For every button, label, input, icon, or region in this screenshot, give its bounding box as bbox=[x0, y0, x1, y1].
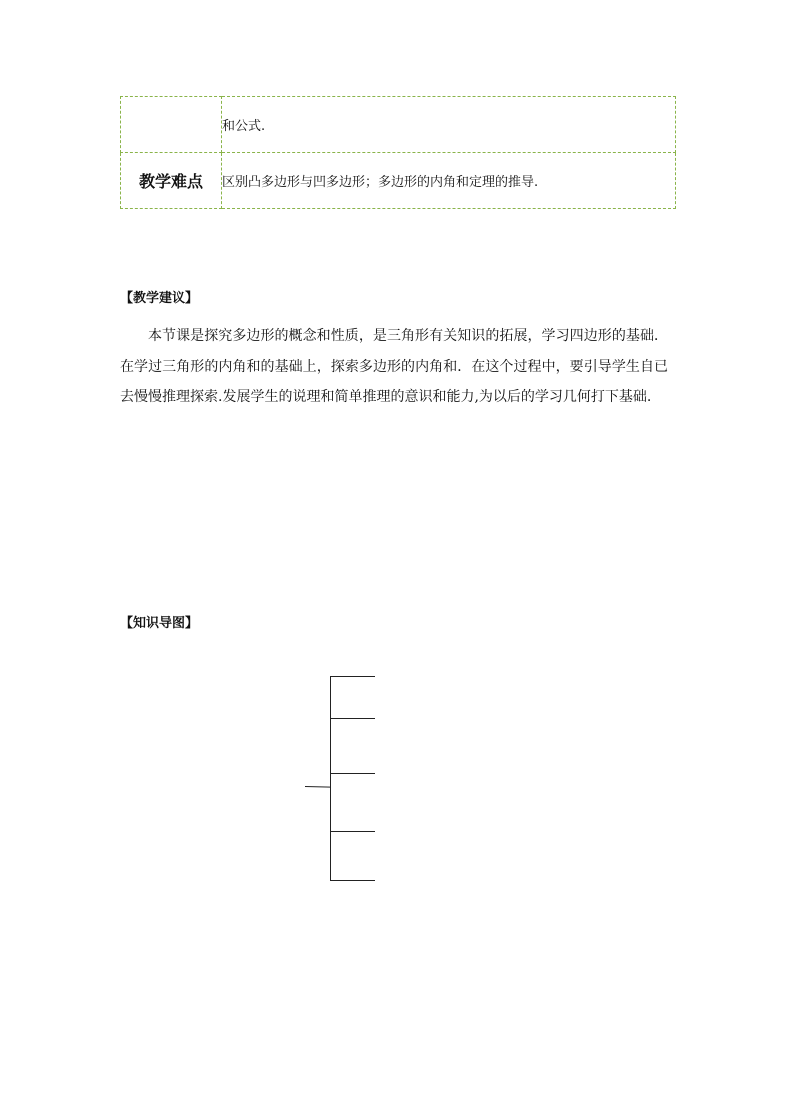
table-row bbox=[121, 153, 676, 209]
bracket-branch bbox=[330, 831, 375, 832]
row-label bbox=[121, 97, 222, 153]
objectives-table bbox=[120, 96, 676, 209]
bracket-branch bbox=[330, 718, 375, 719]
row-label-difficulty: 教学难点 bbox=[121, 153, 222, 209]
knowledge-map-heading: 【知识导图】 bbox=[120, 616, 199, 631]
row-content-difficulty: 区别凸多边形与凹多边形；多边形的内角和定理的推导. bbox=[222, 153, 676, 209]
teaching-suggestion-paragraph: 本节课是探究多边形的概念和性质，是三角形有关知识的拓展，学习四边形的基础．在学过三角形的内角和的基础上，探索多边形的内角和．在这个过程中，要引导学生自已去慢慢推理探索.发展学生的说理和简单推理的意识和能力,为以后的学习几何打下基础. bbox=[120, 328, 668, 405]
bracket-branch bbox=[330, 773, 375, 774]
bracket-vertical-line bbox=[330, 676, 331, 881]
bracket-branch bbox=[330, 676, 375, 677]
row-content: 和公式. bbox=[222, 97, 676, 153]
bracket-branch bbox=[330, 880, 375, 881]
table-row bbox=[121, 97, 676, 153]
teaching-suggestion-heading: 【教学建议】 bbox=[120, 291, 199, 306]
bracket-stem bbox=[305, 786, 331, 788]
